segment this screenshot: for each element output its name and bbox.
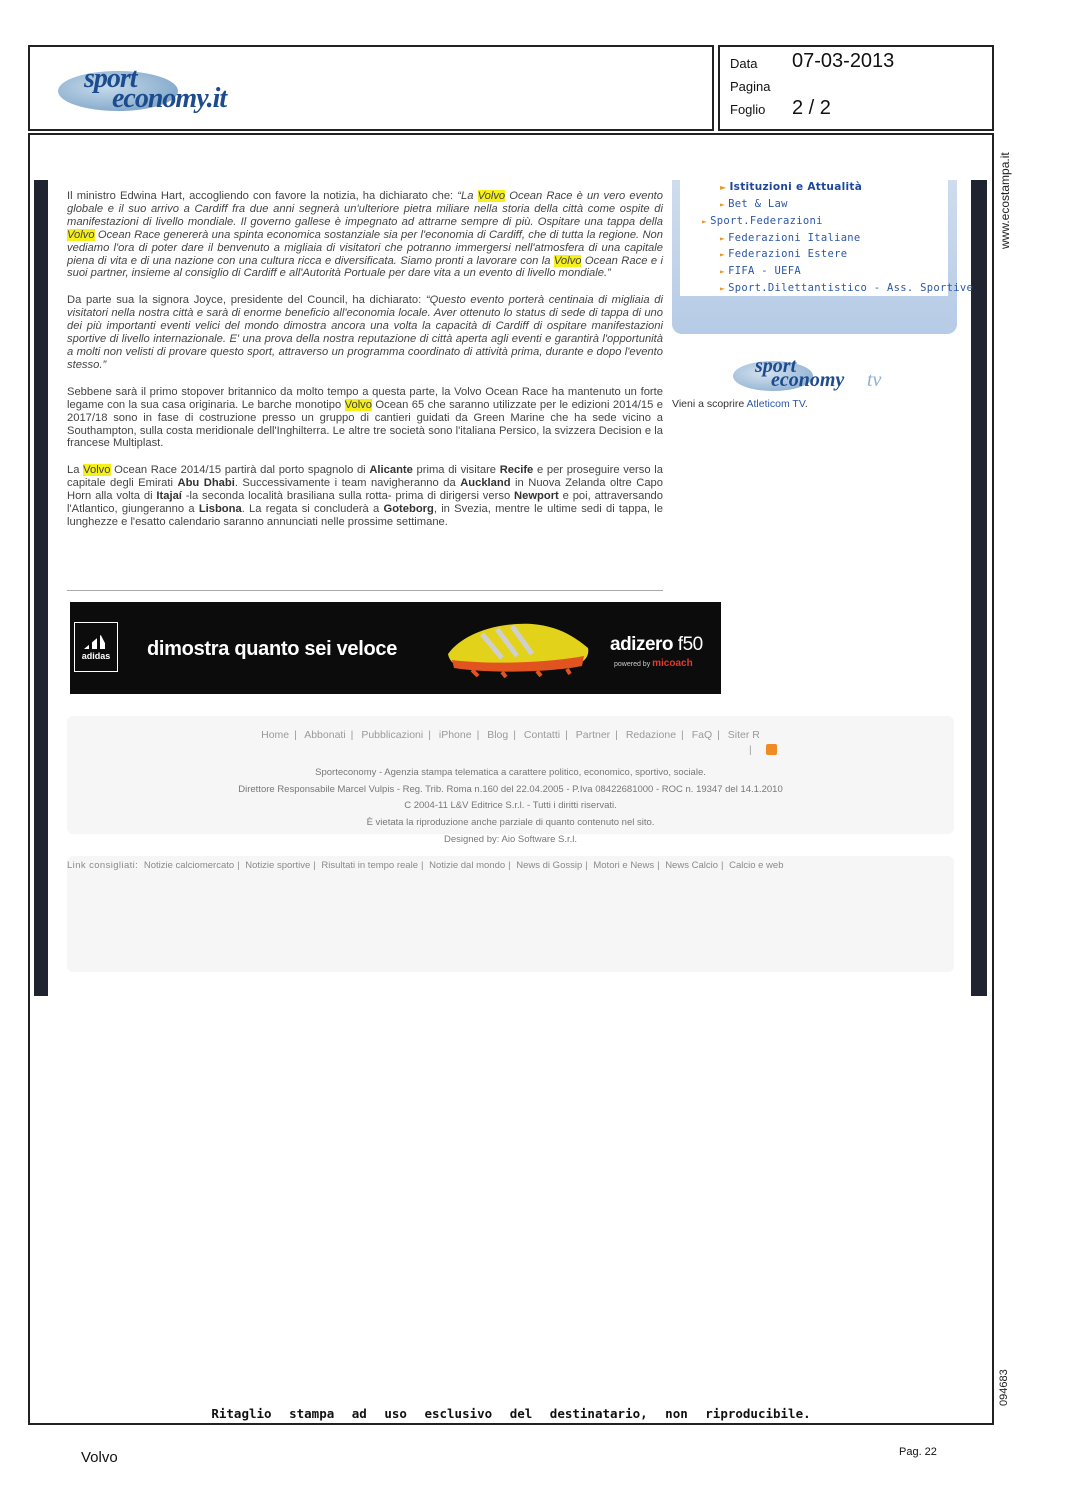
- sporteconomy-tv-logo[interactable]: [733, 355, 893, 395]
- adidas-stripes-icon: [84, 635, 108, 649]
- place-goteborg: Goteborg: [383, 503, 434, 516]
- powered-by: [614, 658, 693, 669]
- side-site-text: www.ecostampa.it: [998, 152, 1012, 249]
- p4-text-j: , in Svezia, mentre le ultime sedi di tappa, le lunghezze e l'esatto calendario saranno annunciati nelle prossime settimane.: [67, 503, 663, 528]
- footer-link-partner[interactable]: Partner: [575, 729, 611, 741]
- article-body: [67, 190, 663, 543]
- menu-item-label: Istituzioni e Attualità: [729, 181, 863, 193]
- place-auckland: Auckland: [460, 477, 511, 490]
- links-label: Link consigliati:: [67, 860, 139, 871]
- p1-quote-3: Ocean Race genererà una spinta economica sostanziale sia per l'economia di Cardiff, che di tutta la regione. Non vediamo l'ora di poter dare il benvenuto a migliaia di visitatori che potranno immergersi nell'atmosfera di una capitale piena di vita e di una nazione con una cultura ricca e diversificata. Siamo pronti a lavorare con la: [67, 228, 663, 267]
- logo-text-sport: sport: [84, 63, 137, 94]
- article-divider: [67, 590, 663, 591]
- keyword-highlight: Volvo: [344, 398, 372, 411]
- menu-item-sport-dilettantistico[interactable]: [720, 282, 973, 294]
- footer-line-reproduction: È vietata la riproduzione anche parziale di quanto contenuto nel sito.: [366, 817, 655, 828]
- p4-text-i: . La regata si concluderà a: [241, 503, 384, 516]
- footer-link-siter[interactable]: Siter R: [727, 729, 760, 741]
- place-itajai: Itajaí: [156, 490, 182, 503]
- tv-logo-sport: sport: [755, 355, 797, 377]
- p2-text: Da parte sua la signora Joyce, presidente del Council, ha dichiarato:: [67, 294, 426, 307]
- football-boot-image: [442, 614, 592, 678]
- place-alicante: Alicante: [369, 464, 413, 477]
- link-motori[interactable]: Motori e News: [593, 860, 655, 871]
- adidas-logo-text: adidas: [81, 651, 111, 661]
- paragraph-3: [67, 386, 663, 451]
- tv-caption: [672, 398, 808, 410]
- menu-item-istituzioni[interactable]: [720, 181, 862, 193]
- footer-line-agency: Sporteconomy - Agenzia stampa telematica a carattere politico, economico, sportivo, sociale.: [315, 767, 706, 778]
- keyword-highlight: Volvo: [477, 190, 506, 202]
- place-newport: Newport: [514, 490, 559, 503]
- arrow-icon: ►: [720, 200, 726, 209]
- adidas-ad-banner[interactable]: [70, 602, 721, 694]
- foglio-label: Foglio: [730, 102, 766, 117]
- foglio-value: 2 / 2: [792, 97, 831, 119]
- p3-text-a: Sebbene sarà il primo stopover britannico da molto tempo a questa parte, la Volvo Ocean Race ha mantenuto un forte legame con la sua casa originaria. Le barche monotipo: [67, 385, 663, 411]
- side-code-text: 094683: [998, 1369, 1010, 1406]
- arrow-icon: ►: [720, 183, 727, 192]
- keyword-highlight: Volvo: [553, 254, 582, 267]
- header-logo-box: [28, 45, 714, 131]
- link-notizie-mondo[interactable]: Notizie dal mondo: [429, 860, 506, 871]
- footer-line-registration: Direttore Responsabile Marcel Vulpis - Reg. Trib. Roma n.160 del 22.04.2005 - P.Iva 08422681000 - ROC n. 19347 del 14.1.2010: [238, 784, 783, 795]
- place-lisbona: Lisbona: [198, 503, 242, 516]
- data-label: Data: [730, 56, 758, 71]
- paragraph-4: [67, 464, 663, 529]
- keyword-highlight: Volvo: [67, 228, 95, 241]
- p1-quote-2: Ocean Race è un vero evento globale e il suo arrivo a Cardiff fra due anni segnerà un'ulteriore pietra miliare nella storia della città come ospite di manifestazioni di livello mondiale. Il governo gallese è impegnato ad attrarne sempre di più. Ospitare una tappa della: [67, 190, 663, 228]
- arrow-icon: ►: [720, 267, 726, 276]
- menu-item-label: Sport.Dilettantistico - Ass. Sportive: [728, 282, 974, 294]
- p4-text-g: -la seconda località brasiliana sulla rotta- prima di dirigersi verso: [181, 490, 515, 503]
- tv-logo-economy: economy: [771, 369, 845, 391]
- logo-text-economy: economy.it: [112, 83, 227, 114]
- footer-link-iphone[interactable]: iPhone: [438, 729, 472, 741]
- pagina-label: Pagina: [730, 79, 771, 94]
- p2-quote: “Questo evento porterà centinaia di migliaia di visitatori nella nostra città e sarà di enorme beneficio all'economia locale. Aver ottenuto lo status di sede di tappa di uno dei più importanti eventi velici del mondo dimostra ancora una volta la capacità di Cardiff di ospitare manifestazioni sportive di livello internazionale. E' una prova della nostra reputazione di città aperta agli eventi e garantirà l'opportunità a molti non velisti di provare questo sport, attraverso un programma coordinato di attività prima, durante e dopo l'evento stesso.”: [67, 294, 664, 371]
- p4-text-f: in Nuova Zelanda oltre Capo Horn alla volta di: [67, 477, 663, 503]
- keyword-highlight: Volvo: [83, 464, 111, 477]
- side-code: [996, 1362, 1016, 1412]
- link-notizie-sportive[interactable]: Notizie sportive: [245, 860, 311, 871]
- sporteconomy-logo: [58, 61, 258, 117]
- footer-nav: Home | Abbonati | Pubblicazioni | iPhone | Blog | Contatti | Partner | Redazione | FaQ | Siter R: [261, 729, 760, 741]
- link-risultati[interactable]: Risultati in tempo reale: [321, 860, 418, 871]
- recommended-links: Link consigliati: Notizie calciomercato | Notizie sportive | Risultati in tempo reale | Notizie dal mondo | News di Gossip | Motori e News | News Calcio | Calcio e web: [67, 860, 784, 871]
- f50-text: f50: [673, 634, 703, 655]
- atleticom-tv-link[interactable]: Atleticom TV: [746, 398, 805, 410]
- footer-link-redazione[interactable]: Redazione: [625, 729, 677, 741]
- ad-slogan: dimostra quanto sei veloce: [147, 638, 398, 660]
- p4-text-b: Ocean Race 2014/15 partirà dal porto spagnolo di: [110, 464, 370, 477]
- footer-keyword: Volvo: [81, 1449, 118, 1466]
- p1-quote-start: “La: [457, 190, 478, 202]
- recommended-links-box: [67, 856, 954, 972]
- p4-text-c: prima di visitare: [412, 464, 500, 477]
- footer-line-copyright: C 2004-11 L&V Editrice S.r.l. - Tutti i diritti riservati.: [404, 800, 617, 811]
- data-value: 07-03-2013: [792, 50, 895, 72]
- right-dark-bar: [971, 180, 987, 996]
- page-number: Pag. 22: [899, 1446, 937, 1458]
- footer-link-faq[interactable]: FaQ: [691, 729, 713, 741]
- side-site: [996, 145, 1016, 255]
- footer-link-abbonati[interactable]: Abbonati: [304, 729, 346, 741]
- menu-item-label: Sport.Federazioni: [710, 215, 823, 227]
- micoach-text: micoach: [652, 658, 693, 669]
- p4-text-d: e per proseguire verso la capitale degli Emirati: [67, 464, 663, 490]
- arrow-icon: ►: [702, 217, 708, 226]
- tv-caption-text: Vieni a scoprire: [672, 398, 747, 410]
- powered-by-text: powered by: [614, 661, 653, 668]
- tv-logo-tv: tv: [867, 369, 882, 391]
- p4-text-e: . Successivamente i team navigheranno da: [234, 477, 461, 490]
- footer-line-designed-by: Designed by: Aio Software S.r.l.: [443, 834, 578, 845]
- footer-link-home[interactable]: Home: [261, 729, 290, 741]
- p4-text-a: La: [67, 464, 84, 477]
- menu-item-label: Bet & Law: [728, 198, 788, 210]
- arrow-icon: ►: [720, 250, 726, 259]
- adizero-text: adizero: [610, 634, 674, 655]
- link-gossip[interactable]: News di Gossip: [516, 860, 583, 871]
- footer-link-contatti[interactable]: Contatti: [523, 729, 561, 741]
- adizero-product: [610, 634, 703, 656]
- menu-item-fifa-uefa[interactable]: [720, 265, 801, 277]
- paragraph-1: [67, 190, 663, 280]
- tv-caption-period: .: [804, 398, 808, 410]
- menu-item-bet-law[interactable]: [720, 198, 788, 210]
- header-meta-box: [718, 45, 994, 131]
- adidas-logo: [74, 622, 118, 672]
- left-dark-bar: [34, 180, 48, 996]
- menu-item-sport-federazioni[interactable]: [702, 215, 823, 227]
- link-calcio-web[interactable]: Calcio e web: [729, 860, 784, 871]
- clipping-notice: Ritaglio stampa ad uso esclusivo del destinatario, non riproducibile.: [211, 1406, 811, 1421]
- arrow-icon: ►: [720, 284, 726, 293]
- menu-item-label: FIFA - UEFA: [728, 265, 801, 277]
- link-news-calcio[interactable]: News Calcio: [665, 860, 718, 871]
- footer-separator: |: [749, 745, 752, 756]
- rss-icon[interactable]: [766, 744, 777, 755]
- menu-item-label: Federazioni Estere: [728, 248, 848, 260]
- menu-item-federazioni-estere[interactable]: [720, 248, 847, 260]
- footer-link-blog[interactable]: Blog: [487, 729, 509, 741]
- p1-text: Il ministro Edwina Hart, accogliendo con favore la notizia, ha dichiarato che:: [67, 190, 458, 202]
- p1-quote-4: Ocean Race e i suoi partner, insieme al consiglio di Cardiff e all'Autorità Portuale per dare vita a un evento di livello mondiale.”: [67, 254, 663, 280]
- p4-text-h: e poi, attraversando l'Atlantico, giungeranno a: [67, 490, 663, 516]
- link-notizie-calciomercato[interactable]: Notizie calciomercato: [143, 860, 235, 871]
- menu-item-label: Federazioni Italiane: [728, 232, 861, 244]
- footer-link-pubblicazioni[interactable]: Pubblicazioni: [361, 729, 424, 741]
- menu-item-federazioni-italiane[interactable]: [720, 232, 861, 244]
- place-recife: Recife: [499, 464, 534, 477]
- arrow-icon: ►: [720, 234, 726, 243]
- place-abu-dhabi: Abu Dhabi: [177, 477, 235, 490]
- p3-text-b: Ocean 65 che saranno utilizzate per le edizioni 2014/15 e 2017/18 sono in fase di costruzione presso un gruppo di cantieri guidati da Green Marine che ha sede vicino a Southampton, sulla costa meridionale dell'Inghilterra. Le altre tre società sono l'italiana Persico, la svizzera Decision e la francese Multiplast.: [67, 398, 663, 450]
- paragraph-2: [67, 294, 663, 371]
